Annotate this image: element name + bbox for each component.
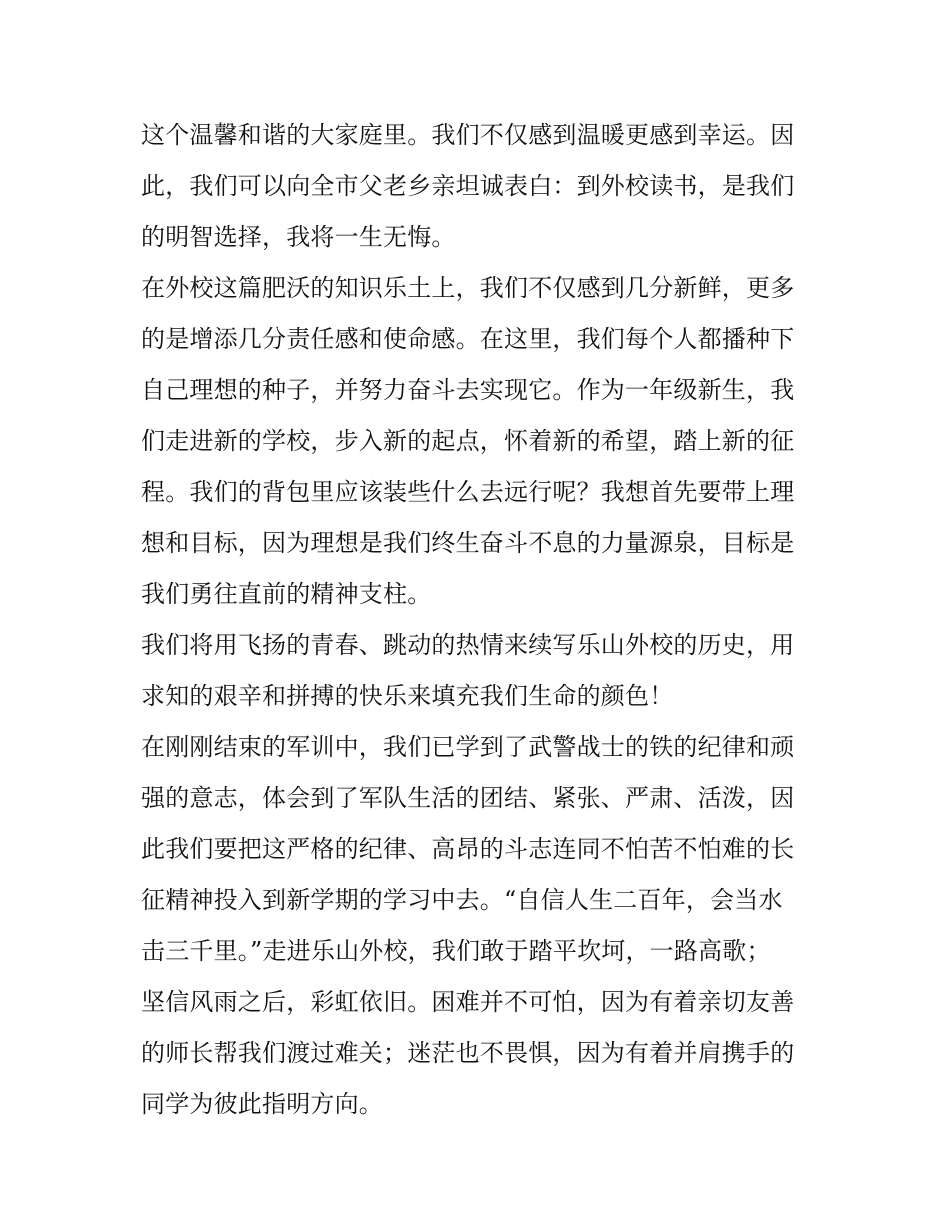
text-line: 坚信风雨之后，彩虹依旧。困难并不可怕，因为有着亲切友善 xyxy=(141,988,795,1016)
text-line: 在刚刚结束的军训中，我们已学到了武警战士的铁的纪律和顽 xyxy=(141,733,795,761)
text-line: 的师长帮我们渡过难关；迷茫也不畏惧，因为有着并肩携手的 xyxy=(141,1039,795,1067)
text-line: 求知的艰辛和拼搏的快乐来填充我们生命的颜色！ xyxy=(141,682,674,710)
text-line: 想和目标，因为理想是我们终生奋斗不息的力量源泉，目标是 xyxy=(141,529,795,557)
text-line: 程。我们的背包里应该装些什么去远行呢？我想首先要带上理 xyxy=(141,478,795,506)
text-line: 征精神投入到新学期的学习中去。“自信人生二百年，会当水 xyxy=(141,886,783,914)
text-line: 击三千里。”走进乐山外校，我们敢于踏平坎坷，一路高歌； xyxy=(141,937,771,965)
text-line: 我们将用飞扬的青春、跳动的热情来续写乐山外校的历史，用 xyxy=(141,631,795,659)
text-line: 自己理想的种子，并努力奋斗去实现它。作为一年级新生，我 xyxy=(141,376,795,404)
text-line: 的是增添几分责任感和使命感。在这里，我们每个人都播种下 xyxy=(141,325,795,353)
text-line: 强的意志，体会到了军队生活的团结、紧张、严肃、活泼，因 xyxy=(141,784,795,812)
text-line: 在外校这篇肥沃的知识乐土上，我们不仅感到几分新鲜，更多 xyxy=(141,274,795,302)
text-line: 此，我们可以向全市父老乡亲坦诚表白：到外校读书，是我们 xyxy=(141,172,795,200)
text-line: 这个温馨和谐的大家庭里。我们不仅感到温暖更感到幸运。因 xyxy=(141,121,795,149)
text-line: 同学为彼此指明方向。 xyxy=(141,1090,383,1118)
body-text xyxy=(141,110,813,1130)
text-line: 们走进新的学校，步入新的起点，怀着新的希望，踏上新的征 xyxy=(141,427,795,455)
text-line: 我们勇往直前的精神支柱。 xyxy=(141,580,432,608)
text-line: 此我们要把这严格的纪律、高昂的斗志连同不怕苦不怕难的长 xyxy=(141,835,795,863)
text-line: 的明智选择，我将一生无悔。 xyxy=(141,223,456,251)
